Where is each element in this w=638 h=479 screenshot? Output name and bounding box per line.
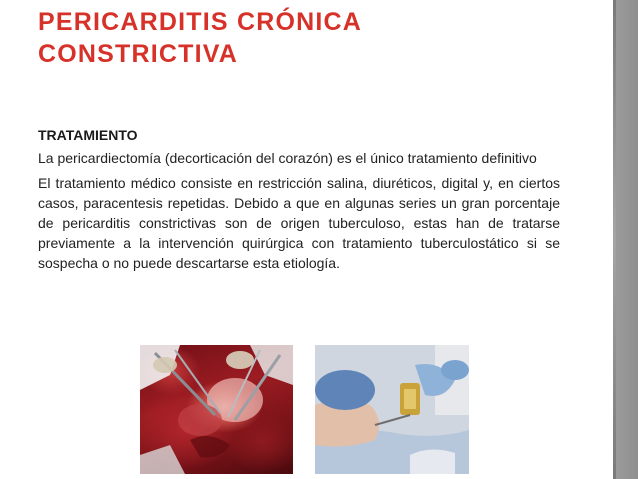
slide-title	[38, 6, 598, 70]
slide-title-line2: CONSTRICTIVA	[38, 40, 239, 68]
surgery-photo-drawing	[140, 345, 293, 474]
slide-body	[38, 125, 560, 278]
procedure-photo	[315, 345, 469, 474]
slide-title-line1: PERICARDITIS CRÓNICA	[38, 8, 363, 36]
section-heading: TRATAMIENTO	[38, 127, 138, 143]
paragraph-definitive-treatment: La pericardiectomía (decorticación del corazón) es el único tratamiento definitivo	[38, 150, 537, 166]
surgery-photo	[140, 345, 293, 474]
paragraph-medical-treatment: El tratamiento médico consiste en restricción salina, diuréticos, digital y, en ciertos casos, paracentesis repetidas. Debido a que en algunas series un gran porcentaje de pericarditis constrictivas son de origen tuberculoso, estas han de tratarse previamente a la intervención quirúrgica con tratamiento tuberculostático si se sospecha o no puede descartarse esta etiología.	[38, 175, 560, 271]
procedure-photo-drawing	[315, 345, 469, 474]
slide-edge-bar	[613, 0, 638, 479]
